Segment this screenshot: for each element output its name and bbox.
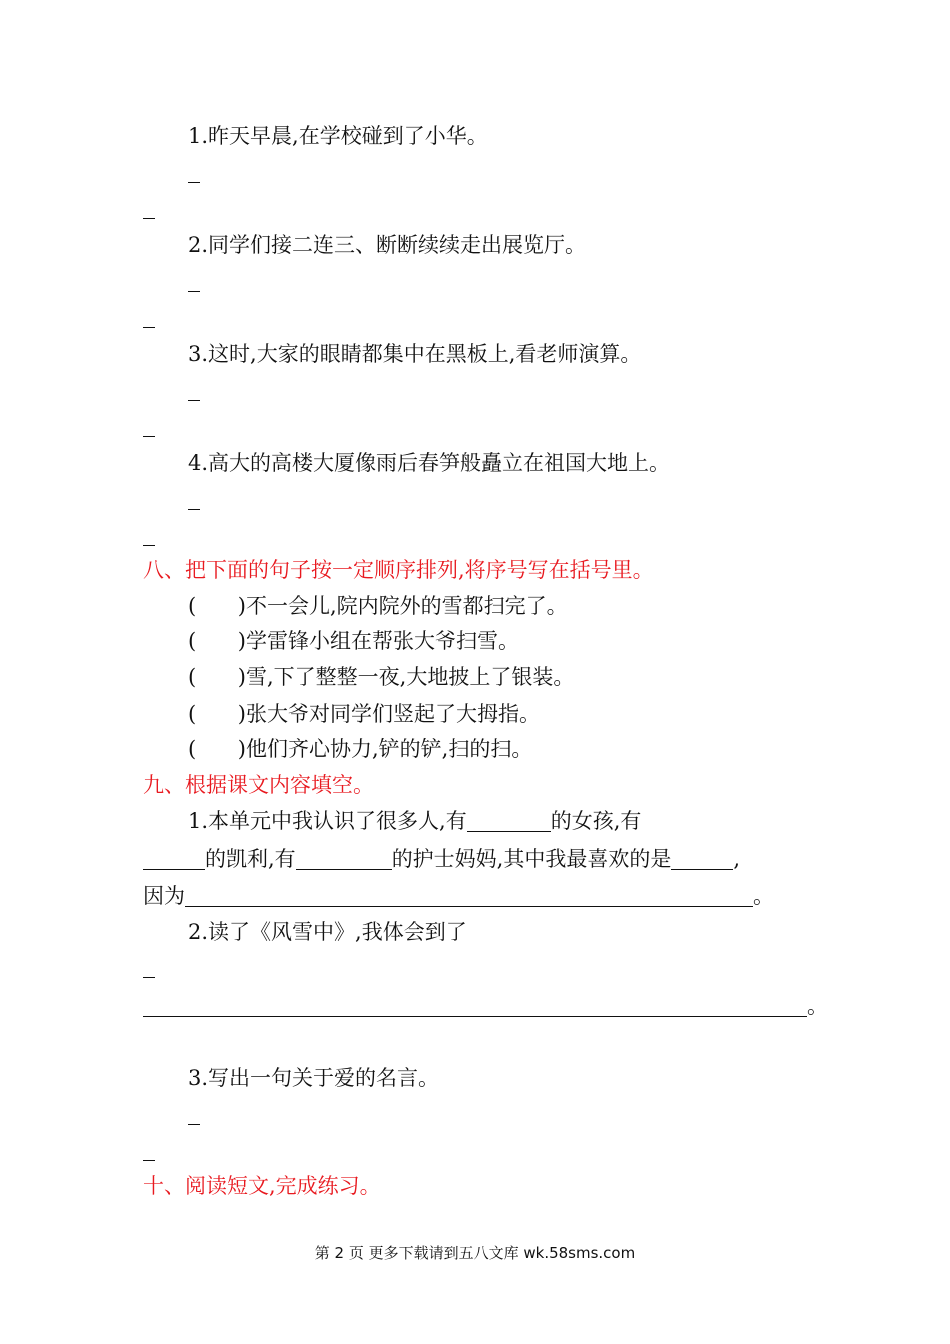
order-parentheses[interactable]: ( ) — [188, 702, 246, 726]
order-item — [188, 627, 519, 655]
fill-blank[interactable] — [296, 847, 392, 870]
page-footer: 第 2 页 更多下载请到五八文库 wk.58sms.com — [314, 1244, 636, 1262]
order-parentheses[interactable]: ( ) — [188, 665, 246, 689]
order-item-text: 不一会儿,院内院外的雪都扫完了。 — [246, 594, 568, 618]
answer-line — [143, 1160, 155, 1161]
fill-blank[interactable] — [143, 994, 807, 1017]
order-item-text: 学雷锋小组在帮张大爷扫雪。 — [246, 629, 519, 653]
answer-long-line: 。 — [143, 992, 828, 1020]
answer-line — [188, 291, 200, 292]
fill-blank[interactable] — [143, 847, 205, 870]
section-8-title: 八、把下面的句子按一定顺序排列,将序号写在括号里。 — [143, 558, 654, 582]
answer-line — [143, 545, 155, 546]
fill-blank[interactable] — [467, 809, 551, 832]
order-item-text: 雪,下了整整一夜,大地披上了银装。 — [246, 665, 575, 689]
order-item — [188, 663, 574, 691]
answer-line — [188, 400, 200, 401]
question-2-text: 2.同学们接二连三、断断续续走出展览厅。 — [188, 233, 587, 257]
order-parentheses[interactable]: ( ) — [188, 594, 246, 618]
section-9-title: 九、根据课文内容填空。 — [143, 773, 374, 797]
question-4-text: 4.高大的高楼大厦像雨后春笋般矗立在祖国大地上。 — [188, 451, 671, 475]
question-2-prompt: 2.读了《风雪中》,我体会到了 — [188, 920, 467, 944]
answer-line — [188, 1124, 200, 1125]
answer-line — [143, 436, 155, 437]
answer-line — [188, 182, 200, 183]
order-item — [188, 700, 540, 728]
answer-line — [143, 977, 155, 978]
answer-line — [143, 218, 155, 219]
answer-line — [143, 327, 155, 328]
question-3-prompt: 3.写出一句关于爱的名言。 — [188, 1066, 440, 1090]
fill-blank-line-1: 1.本单元中我认识了很多人,有 的女孩,有 — [188, 809, 642, 833]
order-item-text: 他们齐心协力,铲的铲,扫的扫。 — [246, 737, 533, 761]
fill-blank[interactable] — [185, 884, 753, 907]
order-item-text: 张大爷对同学们竖起了大拇指。 — [246, 702, 540, 726]
question-3-text: 3.这时,大家的眼睛都集中在黑板上,看老师演算。 — [188, 342, 642, 366]
order-parentheses[interactable]: ( ) — [188, 629, 246, 653]
answer-line — [188, 509, 200, 510]
order-item — [188, 735, 532, 763]
fill-blank[interactable] — [671, 847, 733, 870]
order-parentheses[interactable]: ( ) — [188, 737, 246, 761]
fill-blank-line-2: 的凯利,有 的护士妈妈,其中我最喜欢的是 , — [143, 845, 740, 873]
section-10-title: 十、阅读短文,完成练习。 — [143, 1174, 381, 1198]
question-1-text: 1.昨天早晨,在学校碰到了小华。 — [188, 124, 488, 148]
fill-blank-line-3: 因为 。 — [143, 884, 774, 908]
order-item — [188, 592, 568, 620]
